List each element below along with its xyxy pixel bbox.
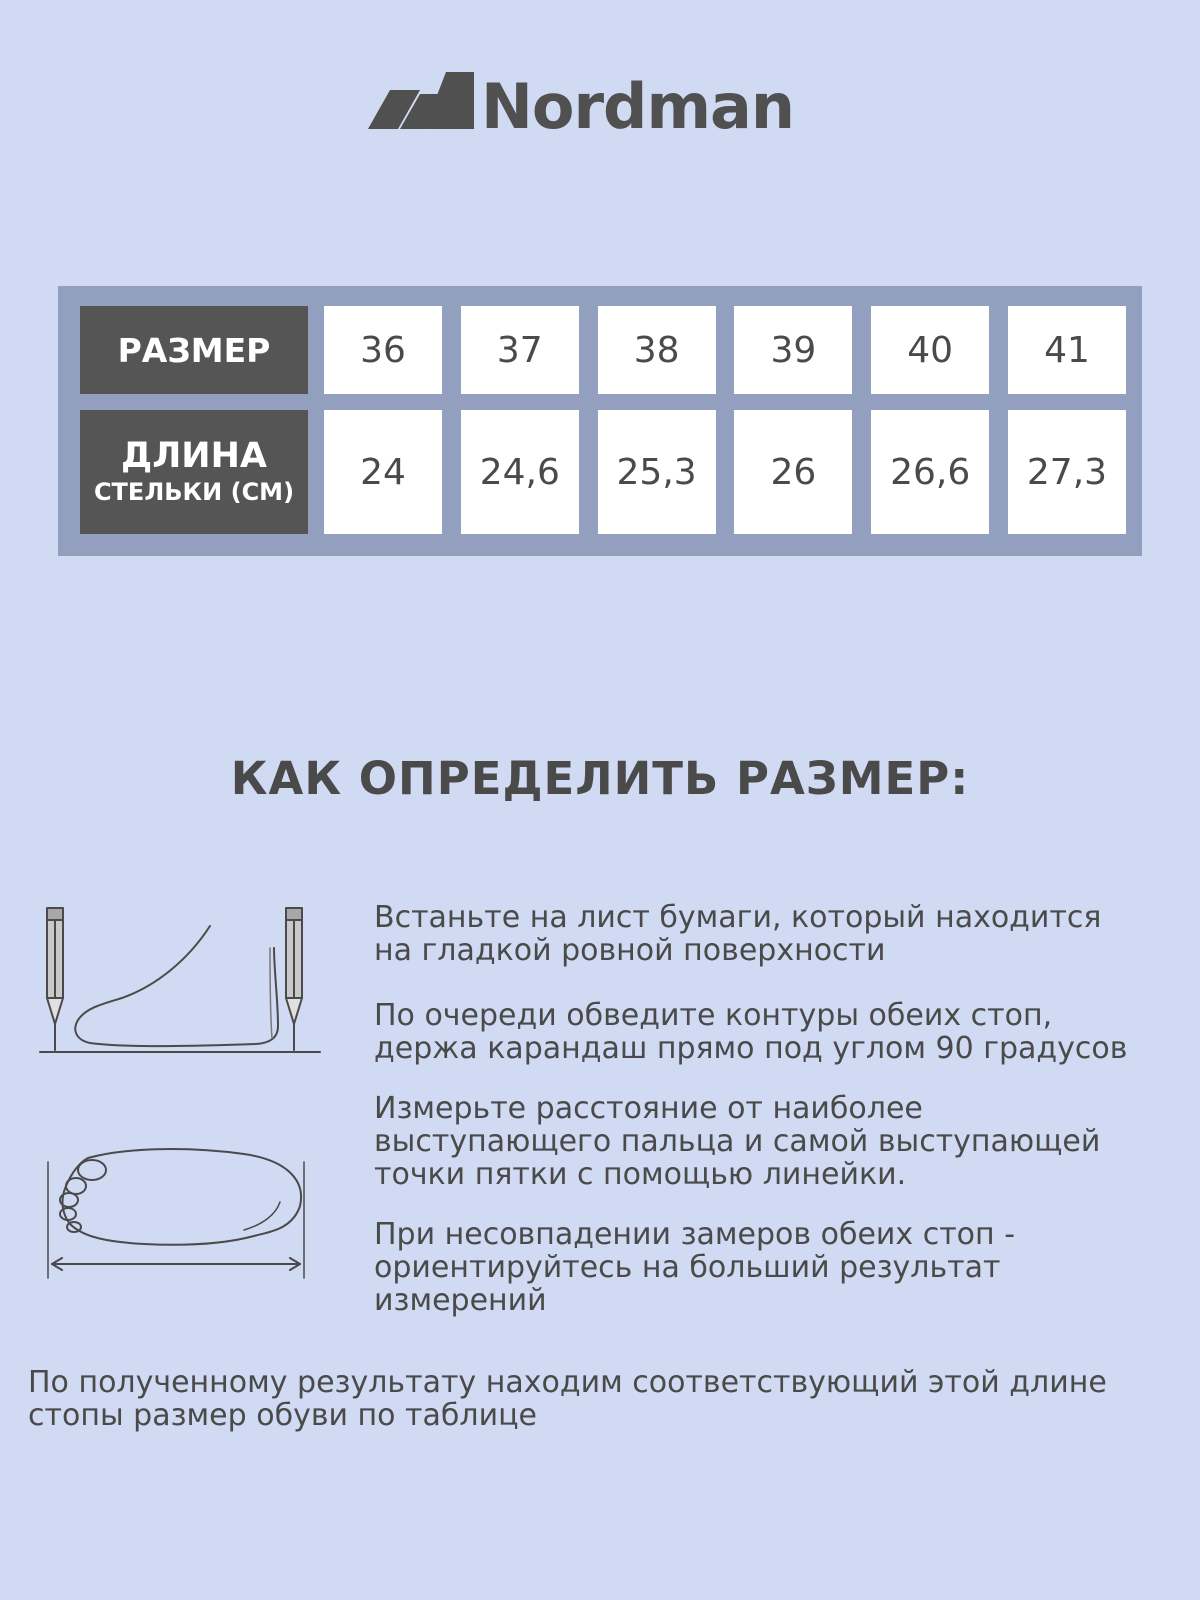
foot-measure-illustration [44,1140,314,1285]
foot-top-outline [63,1149,302,1245]
length-cell: 26,6 [871,410,989,534]
step-text [374,1218,1174,1317]
size-cell: 37 [461,306,579,394]
size-header-cell [80,306,308,394]
length-cell: 24,6 [461,410,579,534]
step-line: ориентируйтесь на больший результат [374,1250,1001,1285]
step-line: По очереди обведите контуры обеих стоп, [374,998,1053,1033]
step-line: точки пятки с помощью линейки. [374,1157,907,1192]
how-to-title: КАК ОПРЕДЕЛИТЬ РАЗМЕР: [230,752,970,805]
size-cell: 41 [1008,306,1126,394]
size-cell: 36 [324,306,442,394]
length-cell: 27,3 [1008,410,1126,534]
lengths-row [324,410,1126,534]
svg-text:Nordman: Nordman [481,70,795,140]
length-header-cell [80,410,308,534]
step-line: измерений [374,1283,547,1318]
size-cell: 39 [734,306,852,394]
step-text [374,1092,1174,1191]
foot-outline [75,926,278,1046]
pencil-right-icon [286,908,302,1050]
size-table [58,286,1142,556]
final-line: По полученному результату находим соответствующий этой длине [28,1365,1107,1400]
sizes-row [324,306,1126,394]
step-line: При несовпадении замеров обеих стоп - [374,1217,1016,1252]
step-line: держа карандаш прямо под углом 90 градусов [374,1031,1128,1066]
step-text [374,999,1174,1065]
nordman-logo [368,70,838,140]
length-header-line2: СТЕЛЬКИ (СМ) [93,478,295,506]
size-cell: 38 [598,306,716,394]
step-line: Измерьте расстояние от наиболее [374,1091,923,1126]
final-line: стопы размер обуви по таблице [28,1398,537,1433]
length-cell: 24 [324,410,442,534]
length-header-line1: ДЛИНА [121,436,267,476]
pencil-left-icon [47,908,63,1050]
foot-tracing-illustration [38,900,328,1060]
size-cell: 40 [871,306,989,394]
step-text [374,901,1174,967]
length-cell: 26 [734,410,852,534]
length-cell: 25,3 [598,410,716,534]
final-instruction [28,1366,1178,1432]
step-line: Встаньте на лист бумаги, который находится [374,900,1102,935]
mountain-logo-icon [368,72,474,129]
size-header-label: РАЗМЕР [117,330,271,370]
step-line: выступающего пальца и самой выступающей [374,1124,1101,1159]
step-line: на гладкой ровной поверхности [374,933,886,968]
ruler-arrow-icon [52,1258,300,1270]
